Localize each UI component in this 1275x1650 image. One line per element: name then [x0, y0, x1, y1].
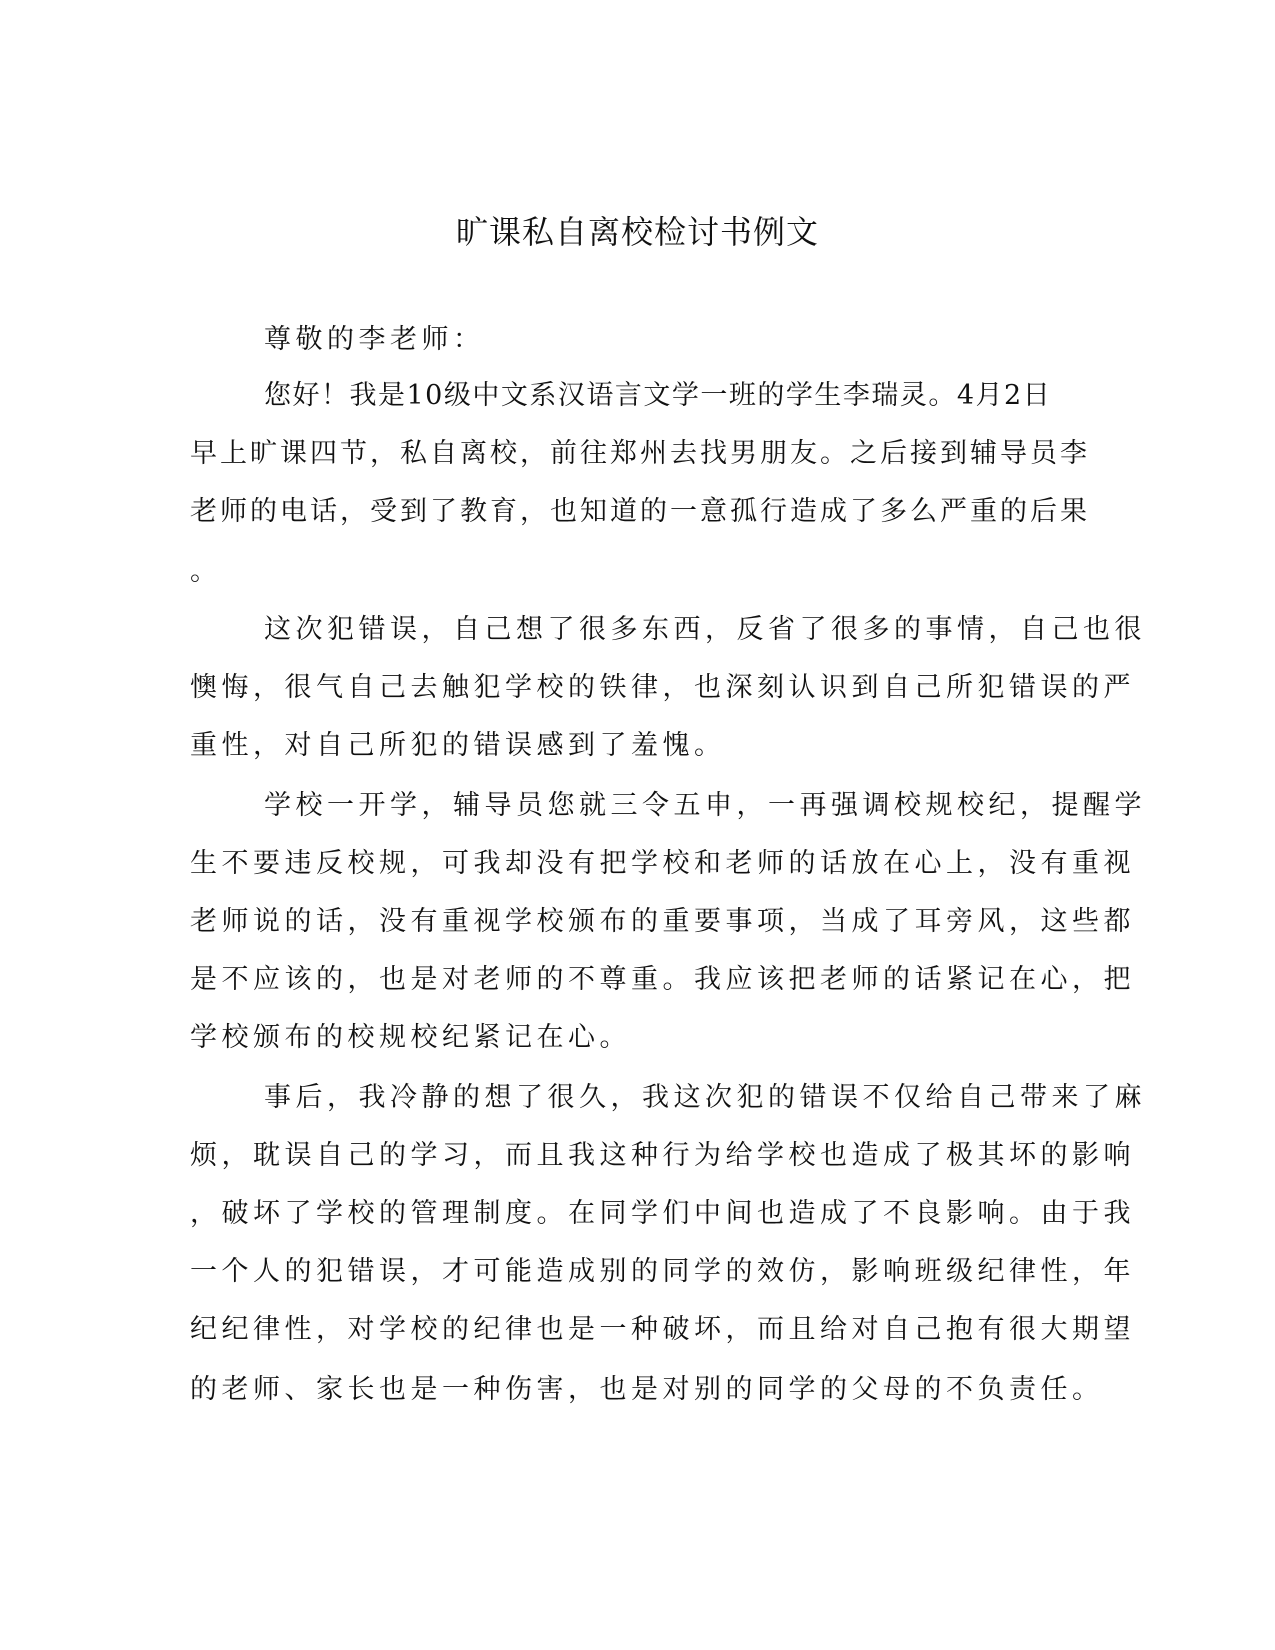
body-line: 您好！我是10级中文系汉语言文学一班的学生李瑞灵。4月2日 [264, 380, 1052, 411]
body-line: 懊悔，很气自己去触犯学校的铁律，也深刻认识到自己所犯错误的严 [190, 672, 1135, 703]
body-line: 生不要违反校规，可我却没有把学校和老师的话放在心上，没有重视 [190, 848, 1135, 879]
body-line: 的老师、家长也是一种伤害，也是对别的同学的父母的不负责任。 [190, 1374, 1104, 1405]
body-line: 烦，耽误自己的学习，而且我这种行为给学校也造成了极其坏的影响 [190, 1140, 1135, 1171]
body-line: 老师说的话，没有重视学校颁布的重要事项，当成了耳旁风，这些都 [190, 906, 1135, 937]
body-line: 一个人的犯错误，才可能造成别的同学的效仿，影响班级纪律性，年 [190, 1256, 1135, 1287]
body-line: 老师的电话，受到了教育，也知道的一意孤行造成了多么严重的后果 [190, 496, 1090, 527]
body-line: 学校一开学，辅导员您就三令五申，一再强调校规校纪，提醒学 [264, 790, 1146, 821]
body-line: 纪纪律性，对学校的纪律也是一种破坏，而且给对自己抱有很大期望 [190, 1314, 1135, 1345]
body-line: 这次犯错误，自己想了很多东西，反省了很多的事情，自己也很 [264, 614, 1146, 645]
body-line: 学校颁布的校规校纪紧记在心。 [190, 1022, 631, 1053]
body-line: ，破坏了学校的管理制度。在同学们中间也造成了不良影响。由于我 [190, 1198, 1135, 1229]
salutation: 尊敬的李老师： [264, 324, 485, 355]
body-line: 重性，对自己所犯的错误感到了羞愧。 [190, 730, 726, 761]
body-line: 早上旷课四节，私自离校，前往郑州去找男朋友。之后接到辅导员李 [190, 438, 1090, 469]
body-line: 。 [190, 556, 222, 587]
body-line: 是不应该的，也是对老师的不尊重。我应该把老师的话紧记在心，把 [190, 964, 1135, 995]
body-line: 事后，我冷静的想了很久，我这次犯的错误不仅给自己带来了麻 [264, 1082, 1146, 1113]
document-title: 旷课私自离校检讨书例文 [455, 213, 819, 251]
